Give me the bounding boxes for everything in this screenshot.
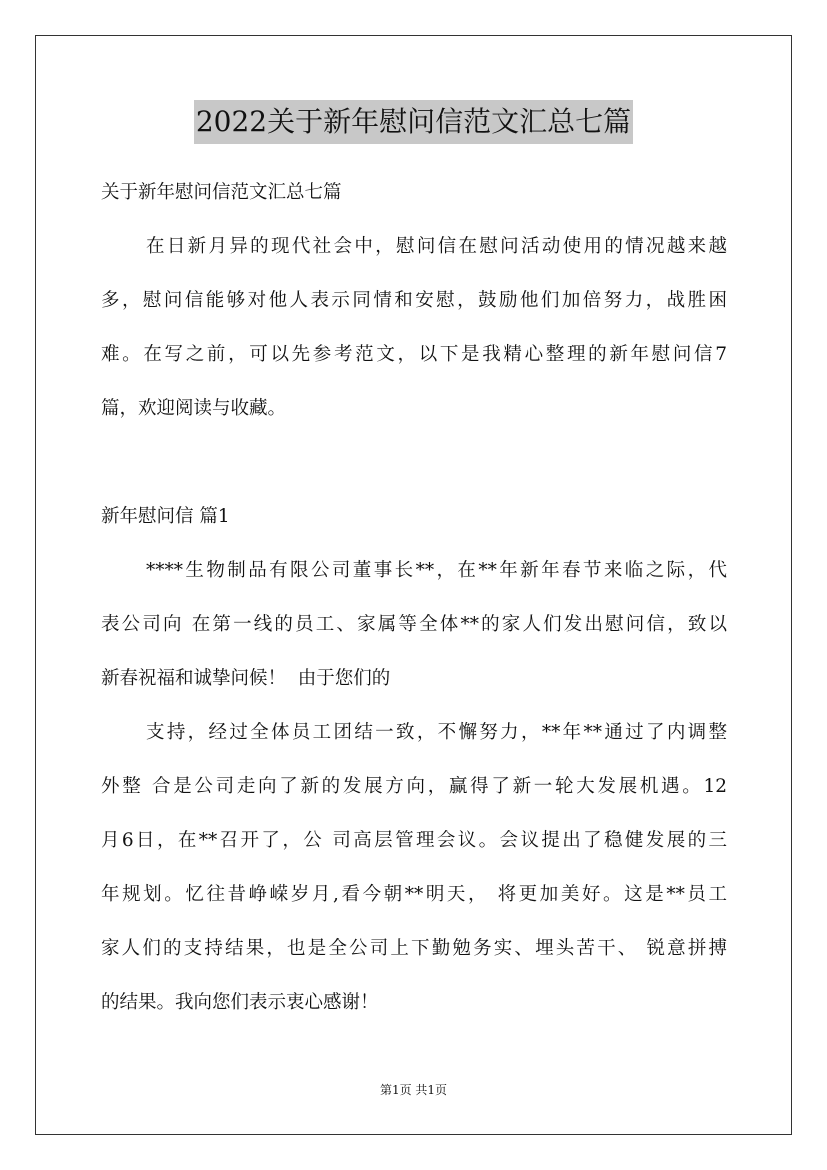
intro-line: 篇，欢迎阅读与收藏。 [101,398,287,419]
body-line: 新春祝福和诚挚问候！ 由于您们的 [101,668,391,689]
document-subtitle: 关于新年慰问信范文汇总七篇 [101,182,342,203]
body-line: 家人们的支持结果，也是全公司上下勤勉务实、埋头苦干、 锐意拼搏 [101,938,727,959]
intro-line: 难。在写之前，可以先参考范文，以下是我精心整理的新年慰问信7 [101,344,727,365]
body-line: 支持，经过全体员工团结一致，不懈努力，**年**通过了内调整 [146,722,727,743]
body-line: 月6日，在**召开了，公 司高层管理会议。会议提出了稳健发展的三 [101,830,727,851]
body-line: 外整 合是公司走向了新的发展方向，赢得了新一轮大发展机遇。12 [101,776,727,797]
body-line: 表公司向 在第一线的员工、家属等全体**的家人们发出慰问信，致以 [101,614,727,635]
body-line: ****生物制品有限公司董事长**，在**年新年春节来临之际，代 [146,560,727,581]
intro-line: 多，慰问信能够对他人表示同情和安慰，鼓励他们加倍努力，战胜困 [101,290,727,311]
title-container [0,100,827,144]
page-footer: 第1页 共1页 [379,1083,448,1097]
body-line: 年规划。忆往昔峥嵘岁月,看今朝**明天， 将更加美好。这是**员工 [101,884,727,905]
document-title: 2022关于新年慰问信范文汇总七篇 [194,100,633,144]
section-heading: 新年慰问信 篇1 [101,506,230,527]
intro-line: 在日新月异的现代社会中，慰问信在慰问活动使用的情况越来越 [146,236,727,257]
body-line: 的结果。我向您们表示衷心感谢！ [101,992,379,1013]
